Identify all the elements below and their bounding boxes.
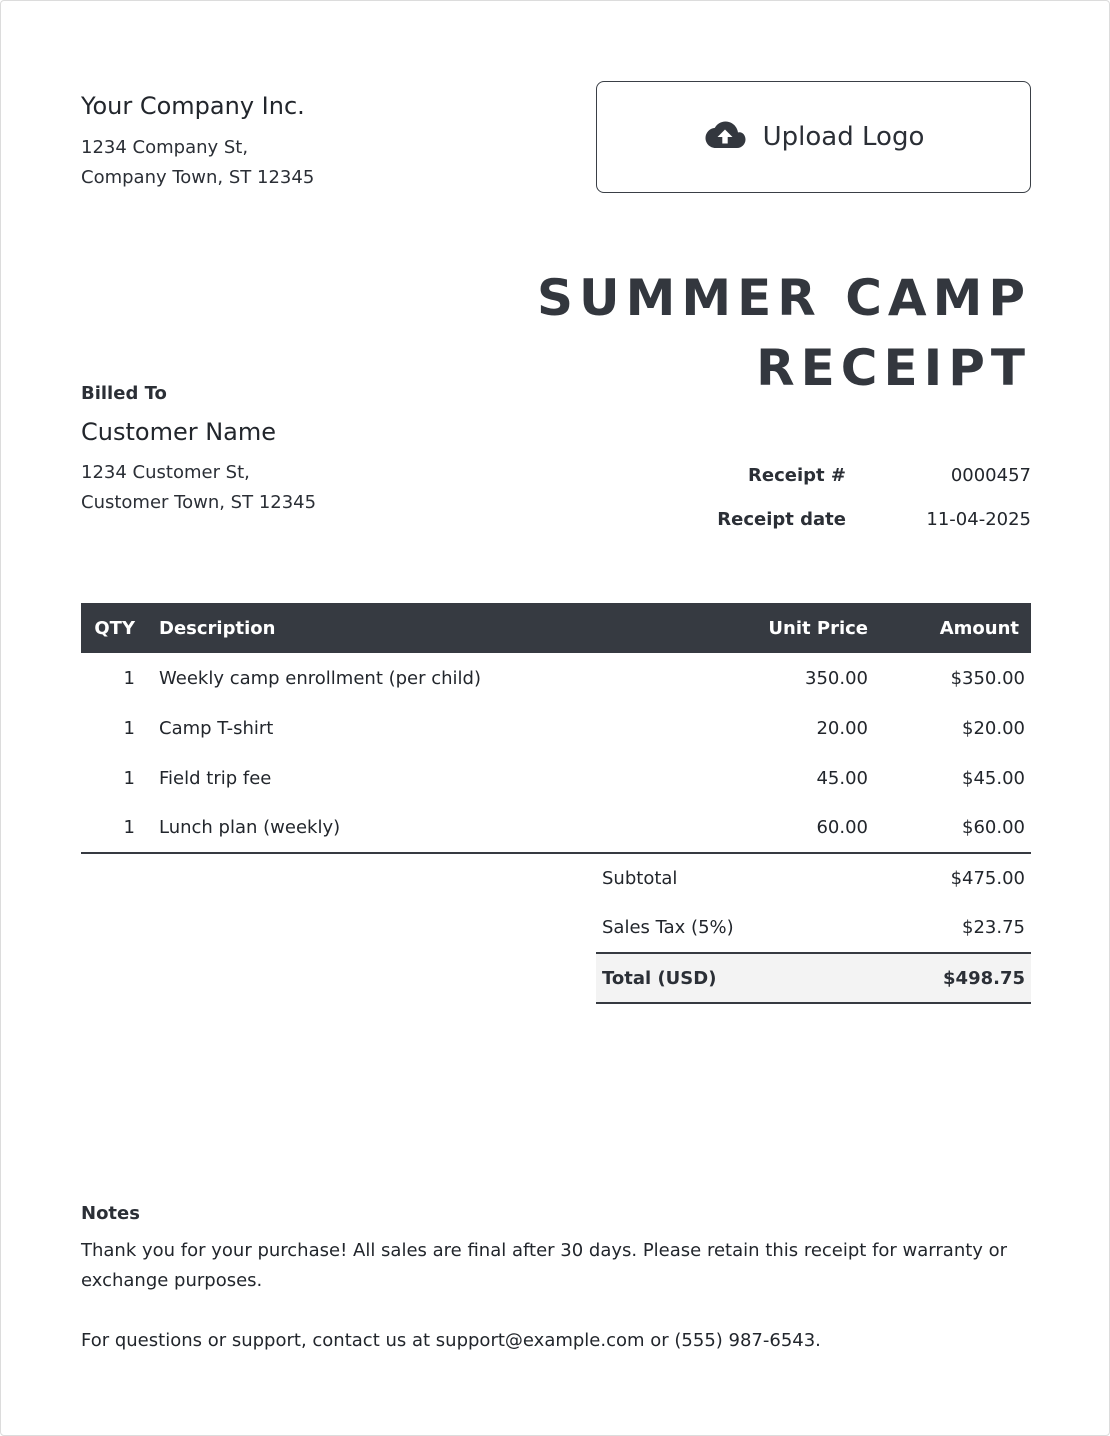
receipt-number-label: Receipt # — [748, 464, 846, 486]
customer-address — [81, 458, 541, 518]
row-amount: $60.00 — [880, 803, 1031, 853]
tax-row — [596, 903, 1031, 953]
billed-to-heading: Billed To — [81, 383, 167, 404]
row-qty: 1 — [123, 717, 135, 739]
subtotal-row — [596, 853, 1031, 903]
row-qty: 1 — [123, 767, 135, 789]
notes-block — [81, 1203, 1041, 1356]
total-value: $498.75 — [859, 953, 1031, 1003]
title-line1: SUMMER CAMP — [537, 269, 1031, 327]
totals-table — [596, 853, 1031, 1004]
cloud-upload-icon — [703, 120, 747, 154]
company-name: Your Company Inc. — [81, 92, 305, 120]
company-block — [81, 91, 541, 193]
table-header-row — [81, 603, 1031, 653]
customer-address-line1: 1234 Customer St, — [81, 462, 250, 483]
title-line2: RECEIPT — [756, 339, 1031, 397]
document-title — [471, 263, 1031, 403]
company-address-line2: Company Town, ST 12345 — [81, 167, 315, 188]
table-row — [81, 703, 1031, 753]
table-row — [81, 653, 1031, 703]
receipt-number-row — [596, 453, 1031, 497]
header-unit-price: Unit Price — [720, 603, 880, 653]
tax-value: $23.75 — [859, 903, 1031, 953]
row-qty: 1 — [81, 803, 147, 853]
header-description: Description — [147, 603, 720, 653]
row-unit-price: 350.00 — [805, 667, 868, 689]
row-description: Camp T-shirt — [159, 717, 274, 739]
receipt-date-value: 11-04-2025 — [926, 508, 1031, 530]
receipt-date-label: Receipt date — [717, 508, 846, 530]
row-description: Weekly camp enrollment (per child) — [159, 667, 481, 689]
customer-name: Customer Name — [81, 418, 277, 446]
row-qty: 1 — [123, 667, 135, 689]
company-address — [81, 133, 541, 193]
header-qty: QTY — [81, 603, 147, 653]
total-row — [596, 953, 1031, 1003]
receipt-meta — [596, 453, 1031, 541]
row-amount: $20.00 — [962, 717, 1025, 739]
notes-text: Thank you for your purchase! All sales are final after 30 days. Please retain this receipt for warranty or exchange purposes. — [81, 1240, 1008, 1291]
row-amount: $350.00 — [950, 667, 1025, 689]
row-description: Field trip fee — [159, 767, 272, 789]
subtotal-label: Subtotal — [602, 867, 678, 889]
subtotal-value: $475.00 — [950, 867, 1025, 889]
header-amount: Amount — [880, 603, 1031, 653]
row-unit-price: 20.00 — [816, 717, 868, 739]
receipt-number-value: 0000457 — [950, 464, 1031, 486]
customer-address-line2: Customer Town, ST 12345 — [81, 492, 317, 513]
row-amount: $45.00 — [962, 767, 1025, 789]
row-description: Lunch plan (weekly) — [147, 803, 720, 853]
upload-logo-button[interactable] — [596, 81, 1031, 193]
line-items-table — [81, 603, 1031, 854]
tax-label: Sales Tax (5%) — [596, 903, 859, 953]
table-row — [81, 753, 1031, 803]
upload-logo-label: Upload Logo — [762, 122, 925, 152]
notes-contact: For questions or support, contact us at support@example.com or (555) 987-6543. — [81, 1330, 821, 1351]
receipt-date-row — [596, 497, 1031, 541]
row-unit-price: 45.00 — [816, 767, 868, 789]
table-row — [81, 803, 1031, 853]
notes-heading: Notes — [81, 1203, 140, 1224]
billed-to-block — [81, 383, 541, 518]
total-label: Total (USD) — [596, 953, 859, 1003]
row-unit-price: 60.00 — [720, 803, 880, 853]
company-address-line1: 1234 Company St, — [81, 137, 249, 158]
